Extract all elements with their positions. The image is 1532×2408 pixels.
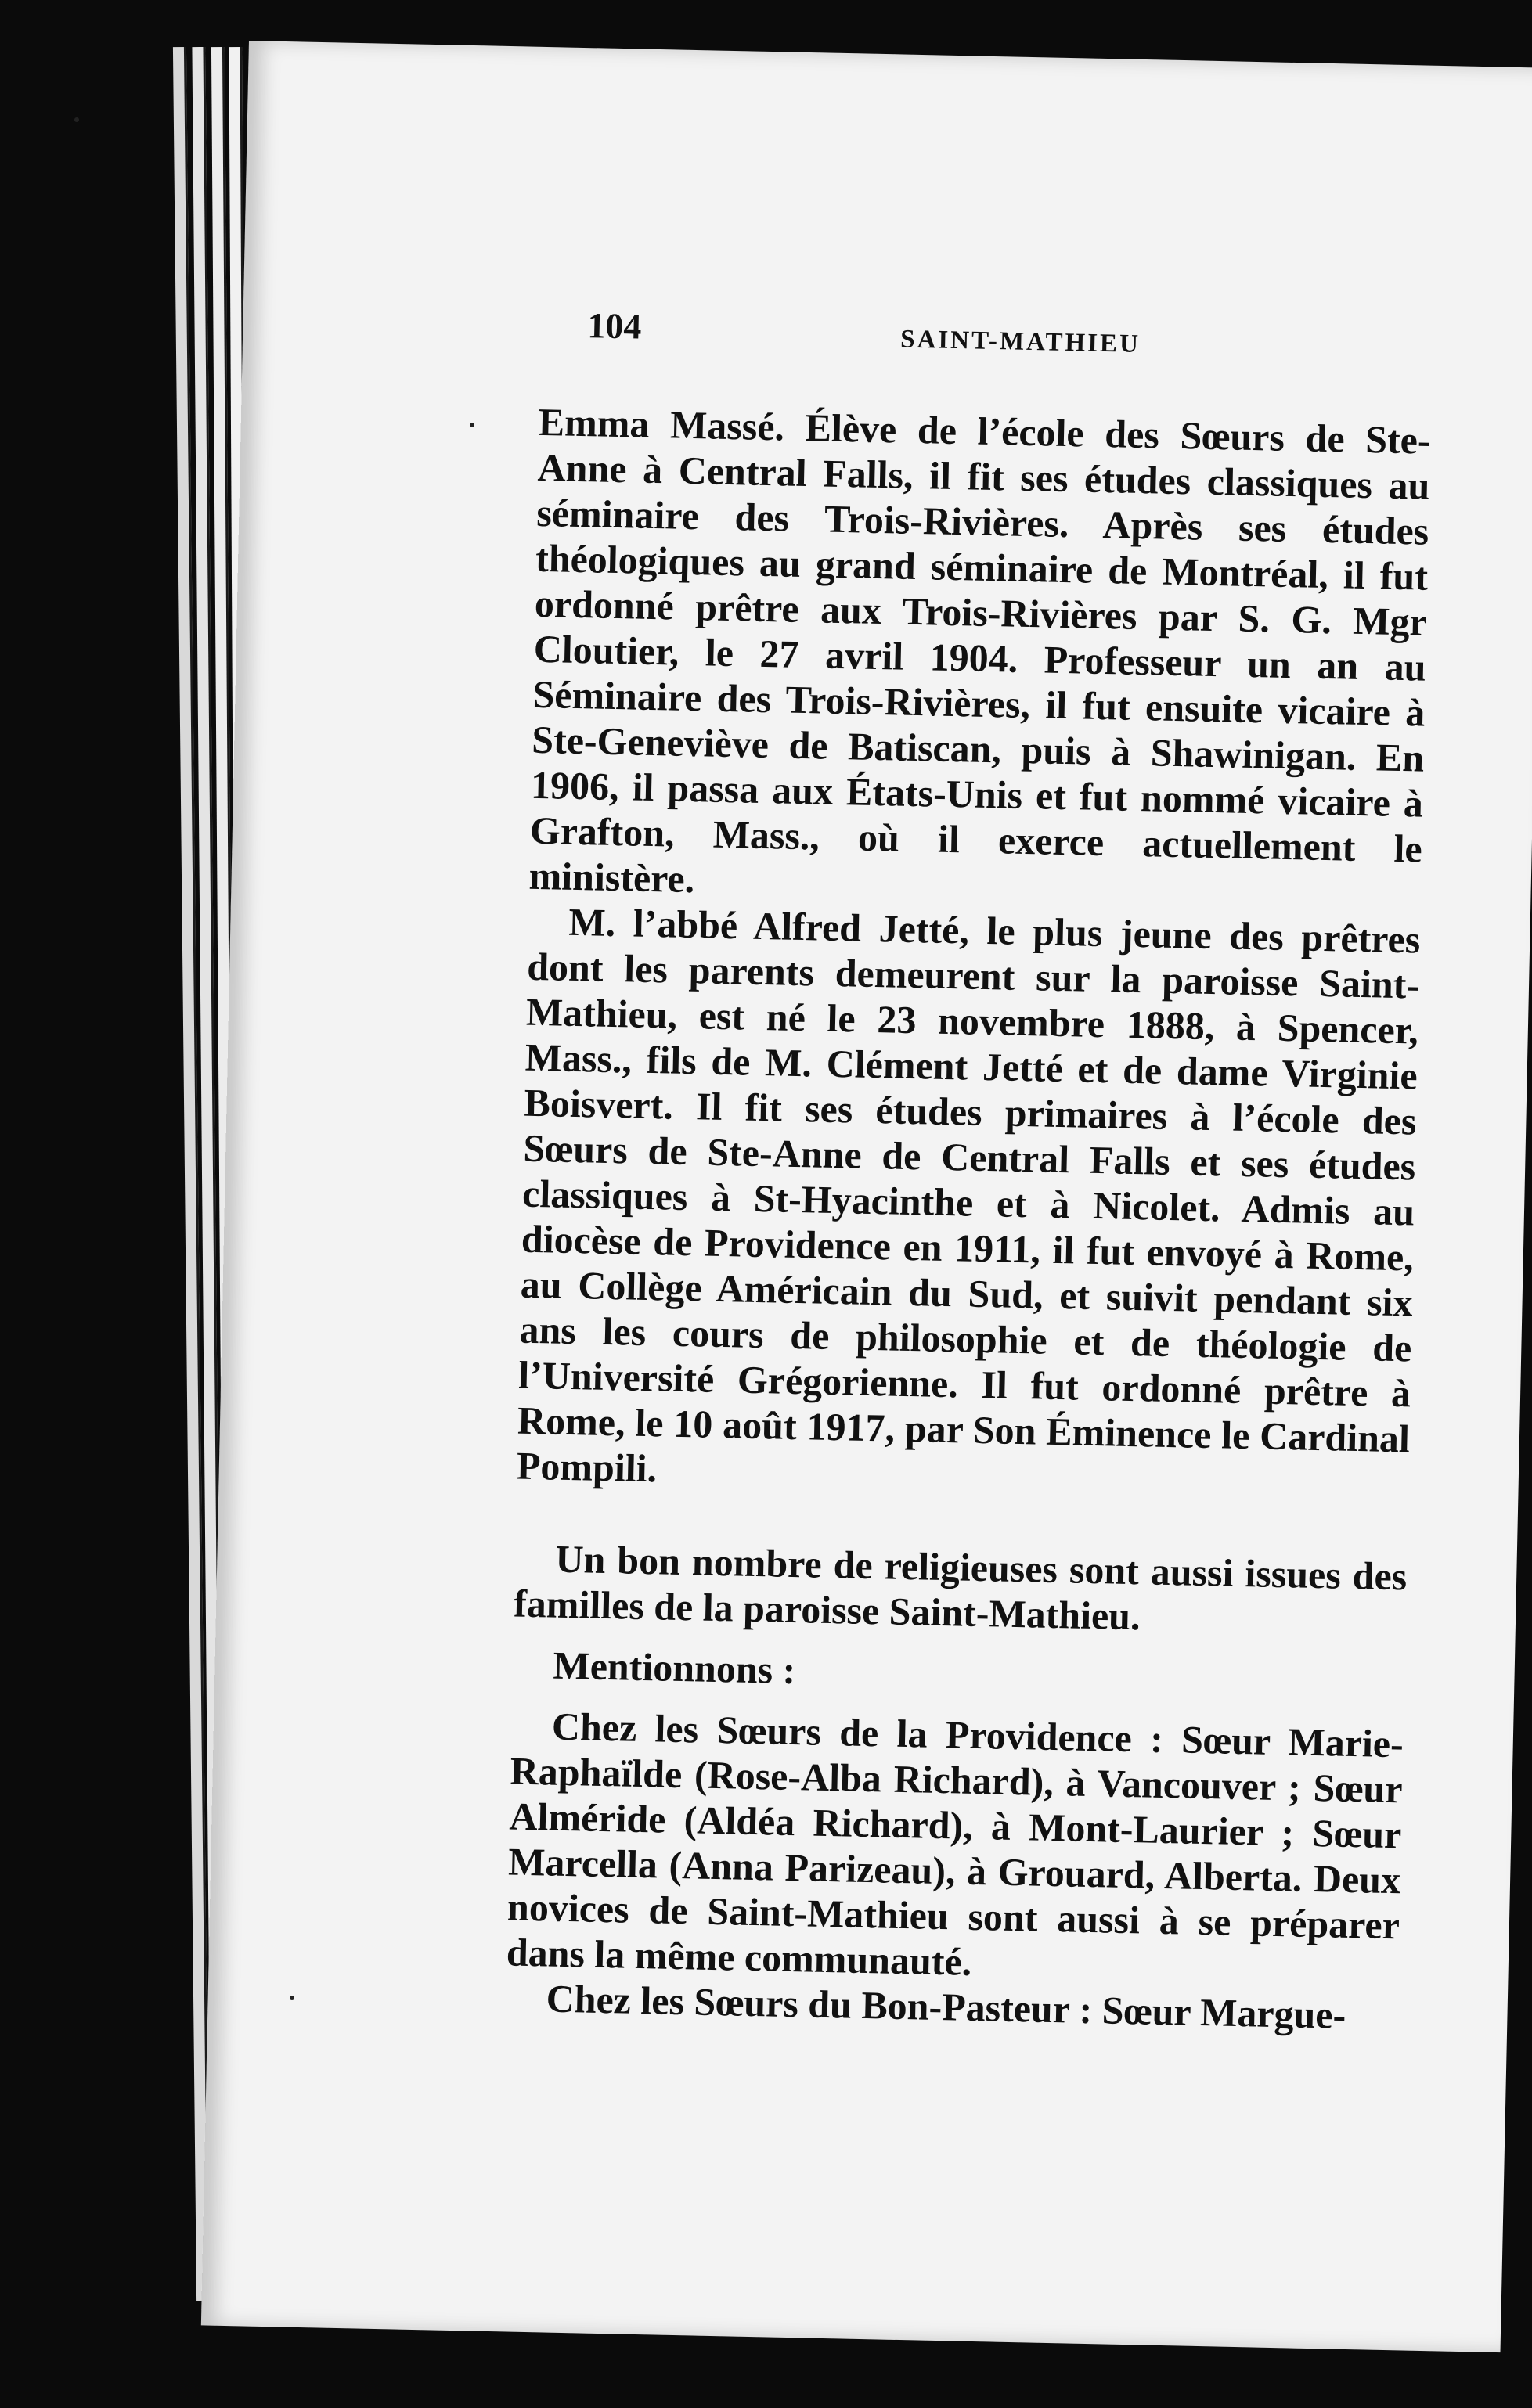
paragraph-continuation: Emma Massé. Élève de l’école des Sœurs de Ste-Anne à Central Falls, il fit ses études classiques au séminaire des Trois-Rivières. Après ses études théologiques au grand séminaire de Montréal, il fut ordonné prêtre aux Trois-Rivières par S. G. Mgr Cloutier, le 27 avril 1904. Professeur un an au Séminaire des Trois-Rivières, il fut ensuite vicaire à Ste-Geneviève de Batiscan, puis à Shawinigan. En 1906, il passa aux États-Unis et fut nommé vicaire à Grafton, Mass., où il exerce actuellement le ministère. bbox=[528, 399, 1432, 902]
page-header bbox=[586, 304, 1213, 380]
paragraph-religieuses: Un bon nombre de religieuses sont aussi issues des familles de la paroisse Saint-Mathieu. bbox=[513, 1536, 1408, 1639]
paragraph-soeurs-bon-pasteur: Chez les Sœurs du Bon-Pasteur : Sœur Margue- bbox=[546, 1976, 1346, 2037]
paragraph-soeurs-providence: Chez les Sœurs de la Providence : Sœur Marie-Raphaïlde (Rose-Alba Richard), à Vancouver ; Sœur Alméride (Aldéa Richard), à Mont-Laurier ; Sœur Marcella (Anna Parizeau), à Grouard, Alberta. Deux novices de Saint-Mathieu sont aussi à se préparer dans la même communauté. bbox=[506, 1704, 1404, 1984]
paragraph-alfred-jette: M. l’abbé Alfred Jetté, le plus jeune des prêtres dont les parents demeurent sur la paroisse Saint-Mathieu, est né le 23 novembre 1888, à Spencer, Mass., fils de M. Clément Jetté et de dame Virginie Boisvert. Il fit ses études primaires à l’école des Sœurs de Ste-Anne de Central Falls et ses études classiques à St-Hyacinthe et à Nicolet. Admis au diocèse de Providence en 1911, il fut envoyé à Rome, au Collège Américain du Sud, et suivit pendant six ans les cours de philosophie et de théologie de l’Université Grégorienne. Il fut ordonné prêtre à Rome, le 10 août 1917, par Son Éminence le Cardinal Pompili. bbox=[516, 899, 1421, 1491]
scan-speck bbox=[74, 117, 79, 122]
page-number: 104 bbox=[586, 305, 642, 347]
book-page bbox=[201, 41, 1532, 2352]
scan-speck bbox=[290, 1996, 294, 2000]
paragraph-mentionnons: Mentionnons : bbox=[553, 1643, 796, 1693]
running-head: SAINT-MATHIEU bbox=[899, 325, 1141, 358]
body-text bbox=[505, 399, 1431, 2039]
scan-speck bbox=[470, 423, 474, 427]
